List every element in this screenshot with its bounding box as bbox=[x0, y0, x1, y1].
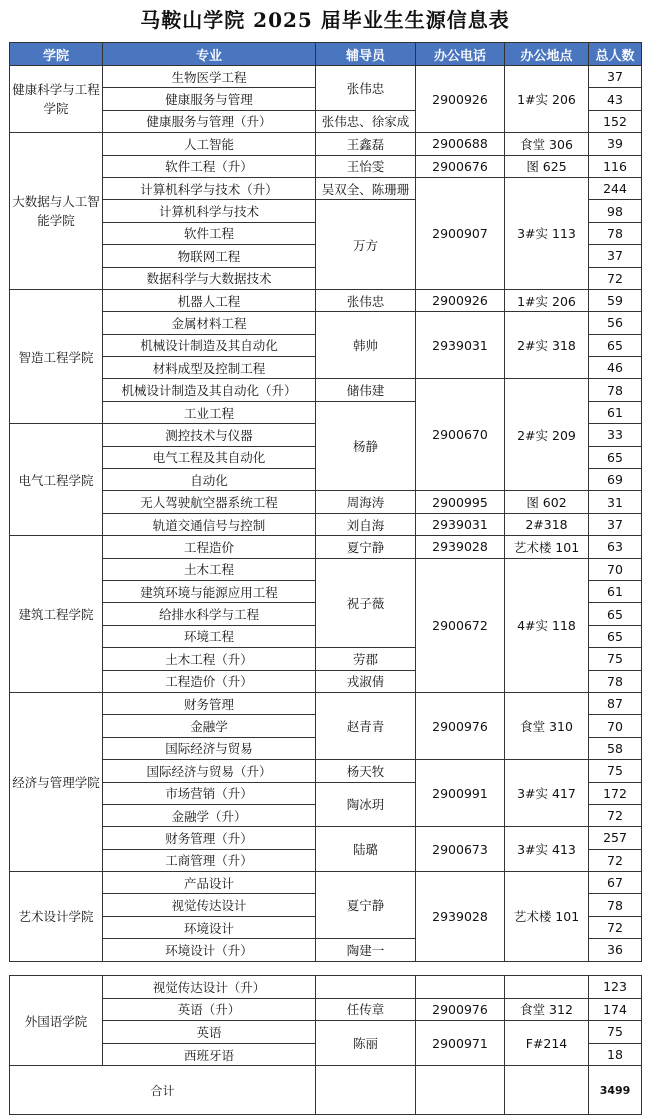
counselor-cell: 吴双全、陈珊珊 bbox=[316, 177, 416, 199]
foreign-language-table bbox=[9, 975, 642, 1115]
major-cell: 国际经济与贸易（升） bbox=[103, 760, 316, 782]
major-cell: 国际经济与贸易 bbox=[103, 737, 316, 759]
count-cell: 39 bbox=[589, 133, 642, 155]
major-cell: 自动化 bbox=[103, 469, 316, 491]
location-cell: 艺术楼 101 bbox=[505, 536, 589, 558]
major-cell: 英语（升） bbox=[103, 998, 316, 1021]
header-count: 总人数 bbox=[589, 43, 642, 66]
location-cell: 食堂 312 bbox=[505, 998, 589, 1021]
location-cell: 3#实 113 bbox=[505, 177, 589, 289]
count-cell: 174 bbox=[589, 998, 642, 1021]
count-cell: 46 bbox=[589, 357, 642, 379]
location-cell: 图 602 bbox=[505, 491, 589, 513]
count-cell: 59 bbox=[589, 289, 642, 311]
phone-cell: 2900670 bbox=[416, 379, 505, 491]
counselor-cell: 陶建一 bbox=[316, 939, 416, 961]
empty-cell bbox=[316, 1066, 416, 1115]
count-cell: 244 bbox=[589, 177, 642, 199]
table-row bbox=[10, 760, 642, 782]
major-cell: 金融学 bbox=[103, 715, 316, 737]
major-cell: 数据科学与大数据技术 bbox=[103, 267, 316, 289]
header-college: 学院 bbox=[10, 43, 103, 66]
count-cell: 37 bbox=[589, 245, 642, 267]
location-cell: 1#实 206 bbox=[505, 289, 589, 311]
counselor-cell: 陶冰玥 bbox=[316, 782, 416, 827]
location-cell: 3#实 417 bbox=[505, 760, 589, 827]
counselor-cell: 杨天牧 bbox=[316, 760, 416, 782]
table-row bbox=[10, 1021, 642, 1044]
location-cell: 食堂 306 bbox=[505, 133, 589, 155]
table-row bbox=[10, 998, 642, 1021]
count-cell: 70 bbox=[589, 715, 642, 737]
college-cell: 建筑工程学院 bbox=[10, 536, 103, 693]
total-label: 合计 bbox=[10, 1066, 316, 1115]
college-cell: 大数据与人工智能学院 bbox=[10, 133, 103, 290]
major-cell: 测控技术与仪器 bbox=[103, 424, 316, 446]
table-header-row bbox=[10, 43, 642, 66]
count-cell: 72 bbox=[589, 267, 642, 289]
counselor-cell: 祝子薇 bbox=[316, 558, 416, 648]
table-row bbox=[10, 133, 642, 155]
major-cell: 机械设计制造及其自动化（升） bbox=[103, 379, 316, 401]
header-phone: 办公电话 bbox=[416, 43, 505, 66]
table-row bbox=[10, 513, 642, 535]
major-cell: 软件工程 bbox=[103, 222, 316, 244]
major-cell: 产品设计 bbox=[103, 872, 316, 894]
counselor-cell: 周海涛 bbox=[316, 491, 416, 513]
location-cell: 4#实 118 bbox=[505, 558, 589, 692]
count-cell: 98 bbox=[589, 200, 642, 222]
page-title: 马鞍山学院 2025 届毕业生生源信息表 bbox=[140, 8, 510, 32]
counselor-cell: 劳郡 bbox=[316, 648, 416, 670]
major-cell: 视觉传达设计（升） bbox=[103, 976, 316, 999]
count-cell: 65 bbox=[589, 603, 642, 625]
major-cell: 环境工程 bbox=[103, 625, 316, 647]
major-cell: 环境设计 bbox=[103, 916, 316, 938]
count-cell: 61 bbox=[589, 580, 642, 602]
count-cell: 152 bbox=[589, 110, 642, 132]
count-cell: 87 bbox=[589, 692, 642, 714]
major-cell: 健康服务与管理 bbox=[103, 88, 316, 110]
major-cell: 生物医学工程 bbox=[103, 66, 316, 88]
phone-cell: 2900971 bbox=[416, 1021, 505, 1066]
table-row bbox=[10, 155, 642, 177]
count-cell: 78 bbox=[589, 894, 642, 916]
major-cell: 西班牙语 bbox=[103, 1043, 316, 1066]
counselor-cell bbox=[316, 976, 416, 999]
location-cell: 图 625 bbox=[505, 155, 589, 177]
count-cell: 257 bbox=[589, 827, 642, 849]
count-cell: 69 bbox=[589, 469, 642, 491]
table-row bbox=[10, 692, 642, 714]
table-row bbox=[10, 312, 642, 334]
count-cell: 31 bbox=[589, 491, 642, 513]
count-cell: 18 bbox=[589, 1043, 642, 1066]
count-cell: 65 bbox=[589, 625, 642, 647]
major-cell: 土木工程（升） bbox=[103, 648, 316, 670]
counselor-cell: 刘自海 bbox=[316, 513, 416, 535]
phone-cell: 2939028 bbox=[416, 872, 505, 962]
count-cell: 43 bbox=[589, 88, 642, 110]
location-cell: 2#实 209 bbox=[505, 379, 589, 491]
major-cell: 机械设计制造及其自动化 bbox=[103, 334, 316, 356]
major-cell: 人工智能 bbox=[103, 133, 316, 155]
count-cell: 61 bbox=[589, 401, 642, 423]
phone-cell bbox=[416, 976, 505, 999]
count-cell: 72 bbox=[589, 849, 642, 871]
major-cell: 工程造价 bbox=[103, 536, 316, 558]
table-row bbox=[10, 558, 642, 580]
table-row bbox=[10, 66, 642, 88]
college-cell: 智造工程学院 bbox=[10, 289, 103, 423]
major-cell: 机器人工程 bbox=[103, 289, 316, 311]
count-cell: 116 bbox=[589, 155, 642, 177]
counselor-cell: 戎淑倩 bbox=[316, 670, 416, 692]
phone-cell: 2900926 bbox=[416, 66, 505, 133]
major-cell: 给排水科学与工程 bbox=[103, 603, 316, 625]
phone-cell: 2939031 bbox=[416, 312, 505, 379]
table-row bbox=[10, 827, 642, 849]
table-row bbox=[10, 289, 642, 311]
count-cell: 72 bbox=[589, 804, 642, 826]
count-cell: 78 bbox=[589, 670, 642, 692]
header-counselor: 辅导员 bbox=[316, 43, 416, 66]
count-cell: 78 bbox=[589, 379, 642, 401]
major-cell: 视觉传达设计 bbox=[103, 894, 316, 916]
college-cell: 电气工程学院 bbox=[10, 424, 103, 536]
major-cell: 金属材料工程 bbox=[103, 312, 316, 334]
phone-cell: 2900976 bbox=[416, 998, 505, 1021]
major-cell: 金融学（升） bbox=[103, 804, 316, 826]
header-location: 办公地点 bbox=[505, 43, 589, 66]
total-value: 3499 bbox=[589, 1066, 642, 1115]
count-cell: 78 bbox=[589, 222, 642, 244]
count-cell: 72 bbox=[589, 916, 642, 938]
college-cell: 艺术设计学院 bbox=[10, 872, 103, 962]
college-cell: 经济与管理学院 bbox=[10, 692, 103, 871]
counselor-cell: 储伟建 bbox=[316, 379, 416, 401]
major-cell: 软件工程（升） bbox=[103, 155, 316, 177]
counselor-cell: 张伟忠 bbox=[316, 289, 416, 311]
counselor-cell: 韩帅 bbox=[316, 312, 416, 379]
location-cell: F#214 bbox=[505, 1021, 589, 1066]
empty-cell bbox=[505, 1066, 589, 1115]
phone-cell: 2900995 bbox=[416, 491, 505, 513]
table-row bbox=[10, 976, 642, 999]
counselor-cell: 陈丽 bbox=[316, 1021, 416, 1066]
count-cell: 37 bbox=[589, 513, 642, 535]
major-cell: 物联网工程 bbox=[103, 245, 316, 267]
phone-cell: 2900672 bbox=[416, 558, 505, 692]
count-cell: 70 bbox=[589, 558, 642, 580]
location-cell: 艺术楼 101 bbox=[505, 872, 589, 962]
major-cell: 财务管理 bbox=[103, 692, 316, 714]
major-cell: 土木工程 bbox=[103, 558, 316, 580]
phone-cell: 2900676 bbox=[416, 155, 505, 177]
phone-cell: 2900976 bbox=[416, 692, 505, 759]
major-cell: 工业工程 bbox=[103, 401, 316, 423]
count-cell: 65 bbox=[589, 446, 642, 468]
phone-cell: 2900926 bbox=[416, 289, 505, 311]
major-cell: 市场营销（升） bbox=[103, 782, 316, 804]
phone-cell: 2900991 bbox=[416, 760, 505, 827]
count-cell: 58 bbox=[589, 737, 642, 759]
table-row bbox=[10, 872, 642, 894]
major-cell: 计算机科学与技术 bbox=[103, 200, 316, 222]
phone-cell: 2900688 bbox=[416, 133, 505, 155]
counselor-cell: 杨静 bbox=[316, 401, 416, 491]
major-cell: 工商管理（升） bbox=[103, 849, 316, 871]
location-cell bbox=[505, 976, 589, 999]
count-cell: 56 bbox=[589, 312, 642, 334]
location-cell: 1#实 206 bbox=[505, 66, 589, 133]
counselor-cell: 任传章 bbox=[316, 998, 416, 1021]
count-cell: 75 bbox=[589, 760, 642, 782]
counselor-cell: 赵青青 bbox=[316, 692, 416, 759]
count-cell: 36 bbox=[589, 939, 642, 961]
empty-cell bbox=[416, 1066, 505, 1115]
major-cell: 财务管理（升） bbox=[103, 827, 316, 849]
phone-cell: 2939031 bbox=[416, 513, 505, 535]
count-cell: 172 bbox=[589, 782, 642, 804]
count-cell: 67 bbox=[589, 872, 642, 894]
location-cell: 2#实 318 bbox=[505, 312, 589, 379]
counselor-cell: 张伟忠 bbox=[316, 66, 416, 111]
major-cell: 建筑环境与能源应用工程 bbox=[103, 580, 316, 602]
count-cell: 33 bbox=[589, 424, 642, 446]
major-cell: 电气工程及其自动化 bbox=[103, 446, 316, 468]
count-cell: 75 bbox=[589, 648, 642, 670]
count-cell: 75 bbox=[589, 1021, 642, 1044]
count-cell: 65 bbox=[589, 334, 642, 356]
table-row bbox=[10, 491, 642, 513]
location-cell: 2#318 bbox=[505, 513, 589, 535]
graduate-info-table bbox=[9, 42, 642, 962]
college-cell: 健康科学与工程学院 bbox=[10, 66, 103, 133]
major-cell: 工程造价（升） bbox=[103, 670, 316, 692]
counselor-cell: 万方 bbox=[316, 200, 416, 290]
college-cell: 外国语学院 bbox=[10, 976, 103, 1066]
major-cell: 轨道交通信号与控制 bbox=[103, 513, 316, 535]
count-cell: 63 bbox=[589, 536, 642, 558]
count-cell: 37 bbox=[589, 66, 642, 88]
phone-cell: 2900673 bbox=[416, 827, 505, 872]
major-cell: 材料成型及控制工程 bbox=[103, 357, 316, 379]
count-cell: 123 bbox=[589, 976, 642, 999]
counselor-cell: 王鑫磊 bbox=[316, 133, 416, 155]
table-row bbox=[10, 177, 642, 199]
major-cell: 计算机科学与技术（升） bbox=[103, 177, 316, 199]
counselor-cell: 夏宁静 bbox=[316, 872, 416, 939]
total-row bbox=[10, 1066, 642, 1115]
phone-cell: 2939028 bbox=[416, 536, 505, 558]
counselor-cell: 夏宁静 bbox=[316, 536, 416, 558]
table-row bbox=[10, 536, 642, 558]
counselor-cell: 王怡雯 bbox=[316, 155, 416, 177]
counselor-cell: 张伟忠、徐家成 bbox=[316, 110, 416, 132]
major-cell: 无人驾驶航空器系统工程 bbox=[103, 491, 316, 513]
table-row bbox=[10, 379, 642, 401]
major-cell: 健康服务与管理（升） bbox=[103, 110, 316, 132]
major-cell: 环境设计（升） bbox=[103, 939, 316, 961]
counselor-cell: 陆璐 bbox=[316, 827, 416, 872]
phone-cell: 2900907 bbox=[416, 177, 505, 289]
major-cell: 英语 bbox=[103, 1021, 316, 1044]
header-major: 专业 bbox=[103, 43, 316, 66]
location-cell: 食堂 310 bbox=[505, 692, 589, 759]
location-cell: 3#实 413 bbox=[505, 827, 589, 872]
